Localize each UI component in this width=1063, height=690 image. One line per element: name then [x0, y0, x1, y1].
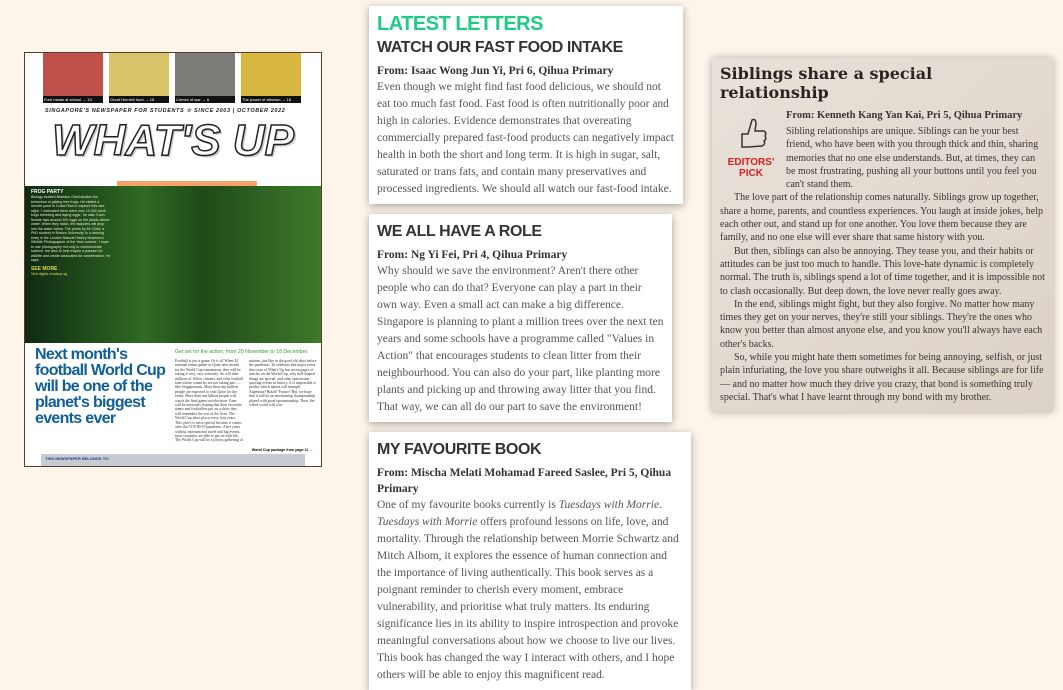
letter-title: MY FAVOURITE BOOK	[377, 441, 542, 458]
belongs-to-bar: THIS NEWSPAPER BELONGS TO:	[41, 454, 305, 467]
editors-pick-badge	[726, 116, 776, 179]
jump-line: World Cup package from page 11 →	[251, 448, 313, 452]
letter-card-book	[369, 432, 691, 690]
newspaper-cover	[24, 52, 322, 467]
cover-logo: WHAT'S UP	[52, 116, 294, 165]
letter-from: From: Mischa Melati Mohamad Fareed Saslee, Pri 5, Qihua Primary	[377, 467, 672, 495]
editors-pick-label: EDITORS' PICK	[727, 157, 775, 179]
section-title: LATEST LETTERS	[377, 13, 543, 35]
visit-link: Visit digital.whatsup.sg	[31, 271, 68, 276]
cover-headline: Next month's football World Cup will be one of the planet's biggest events ever	[35, 346, 166, 427]
clipping-title: Siblings share a special relationship	[720, 64, 933, 102]
thumb-caption: The power of altruism → 18	[241, 96, 301, 103]
clipping-from: From: Kenneth Kang Yan Kai, Pri 5, Qihua Primary	[786, 110, 1023, 121]
clipping-paragraph: In the end, siblings might fight, but they also forgive. No matter how many times they get on your nerves, they're still your siblings. They're the ones who know you better than almost anyone else, and you know you'll always have each other's backs.	[720, 298, 1043, 350]
letter-from: From: Ng Yi Fei, Pri 4, Qihua Primary	[377, 249, 568, 261]
clipping-paragraph: The love part of the relationship comes naturally. Siblings grow up together, share a home, parents, and countless experiences. You laugh at inside jokes, help each other out, and stand up for one another. You love them because they are family, and no one else will ever share that same history with you.	[720, 192, 1043, 244]
thumb-caption: Free meals at school → 10	[43, 96, 103, 103]
clipping-paragraph: Sibling relationships are unique. Siblings can be your best friend, who have been with you through thick and thin, sharing memories that no one else understands. But, at times, they can be most frustrating, pushing all your buttons until you feel you can't stand them.	[786, 126, 1039, 191]
book-title: Tuesdays with Morrie	[558, 499, 660, 511]
letter-body: Even though we might find fast food delicious, we should not eat too much fast food. Fast food is often nutritionally poor and high in calories. Evidence demonstrates that overeating commercially prepared fast-food products can negatively impact health in both the short and long term. It is high in sugar, salt, saturated or trans fats, and contain many preservatives and processed ingredients. We should all watch our fast-food intake.	[377, 81, 674, 195]
see-more: SEE MORE	[31, 265, 58, 272]
cover-subhead: Get set for the action, from 20 November to 18 December.	[175, 349, 309, 355]
frog-caption	[31, 189, 111, 276]
cover-bottom	[25, 343, 321, 467]
thumbs-up-icon	[734, 116, 768, 152]
cover-thumbnails	[25, 53, 321, 103]
cover-tagline: SINGAPORE'S NEWSPAPER FOR STUDENTS ☆ SINCE 2003 | OCTOBER 2022	[45, 108, 286, 114]
frog-title: FROG PARTY	[31, 189, 64, 195]
thumbnail-altruism	[241, 53, 301, 103]
frog-text: Biology student Brandon Güell studies the behaviour of gliding tree frogs. He visited a remote pond in Costa Rica to capture this rare sight. 'I estimated there were over 10,000 adult frogs breeding and laying eggs,' he said. Each female lays around 200 eggs on the plants above water. When they hatch, the tadpoles will drop into the water below. The photo by Mr Güell, a PhD student in Boston University, is a winning entry in the London Natural History Museum's Wildlife Photographer of the Year contest. 'I hope to use photography not only to communicate science, but also to help inspire a passion for wildlife and create advocates for conservation,' he says.	[31, 195, 111, 262]
thumb-caption: Crimes of war → 6	[175, 96, 235, 103]
letter-body	[377, 497, 683, 684]
letter-body: Why should we save the environment? Aren't there other people who can do that? Everyone can play a part in their own way. Even a small act can make a big difference. Singapore is planning to plant a million trees over the next ten years and some schools have a programme called "Values in Action" that encourages students to clean litter from their neighbourhood. You can also do your part, like planting more plants and picking up and throwing away litter that you find. That way, we can all do our part to save the environment!	[377, 265, 664, 413]
book-title: Tuesdays with Morrie	[377, 516, 478, 528]
letters-column	[369, 6, 691, 690]
letter-title: WE ALL HAVE A ROLE	[377, 223, 542, 240]
thumbnail-hornbill	[109, 53, 169, 103]
letter-from: From: Isaac Wong Jun Yi, Pri 6, Qihua Primary	[377, 65, 614, 77]
frog-photo	[25, 186, 321, 343]
body-text: One of my favourite books currently is	[377, 499, 559, 511]
letter-card-role	[369, 214, 672, 422]
clipping-paragraph: So, while you might hate them sometimes for being annoying, selfish, or just plain infuriating, the love you share outweighs it all. Because siblings are for life — and no matter how much they drive you crazy, that bond is something truly special. That's what I have learnt through my bond with my brother.	[720, 352, 1044, 403]
letter-title: WATCH OUR FAST FOOD INTAKE	[377, 39, 623, 56]
clipping-paragraph: But then, siblings can also be annoying. They tease you, and their habits or attitudes can be just too much to handle. This love-hate dynamic is completely normal. The truth is, siblings spend a lot of time together, and it is impossible not to clash occasionally. But deep down, the love never really goes away.	[720, 245, 1045, 297]
body-text: .	[659, 499, 662, 511]
siblings-clipping	[712, 58, 1053, 412]
letter-card-fast-food	[369, 6, 683, 204]
thumbnail-war	[175, 53, 235, 103]
thumb-caption: Great Hornbill hunt → 18	[109, 96, 169, 103]
body-text: offers profound lessons on life, love, and mortality. Through the relationship between Morrie Schwartz and Mitch Albom, it explores the essence of human connection and the importance of living authentically. This book serves as a poignant reminder to cherish every moment, embrace vulnerability, and prioritise what truly matters. Its enduring significance lies in its ability to inspire introspection and provoke meaningful conversations about how we choose to live our lives. This book has changed the way I interact with others, and I hope others will be able to enjoy this magnificent read.	[377, 516, 679, 681]
cover-body: Football is just a game. Or is it? When 32 national teams gather in Qatar next month for the World Cup tournament, they will be taking it very, very seriously. So will their millions of fellow citizens, and even football fans whose countries are not taking part — like Singaporeans. More than one million people are expected to visit Qatar for the event. More than one billion people will watch the final game on television. Fans will be anxiously hoping that their favourite teams and footballers put on a show they will remember the rest of the lives. The World Cup takes place every four years. This year's is extra special because it comes after the COVID-19 pandemic. After years without international travel and big events, most countries are able to get on with life. The World Cup will be a joyous gathering of nations, just like in the good old days before the pandemic. To celebrate this major event, this issue of What's Up has seven pages of articles on the World Cup, why ball-shaped things are special, and other spectacular sporting events in history. It is impossible to predict which nation will triumph. Argentina? Brazil? France? But, we hope that it will be an entertaining championship played with good sportsmanship. Then, the whole world will win.	[175, 359, 317, 443]
thumbnail-free-meals	[43, 53, 103, 103]
